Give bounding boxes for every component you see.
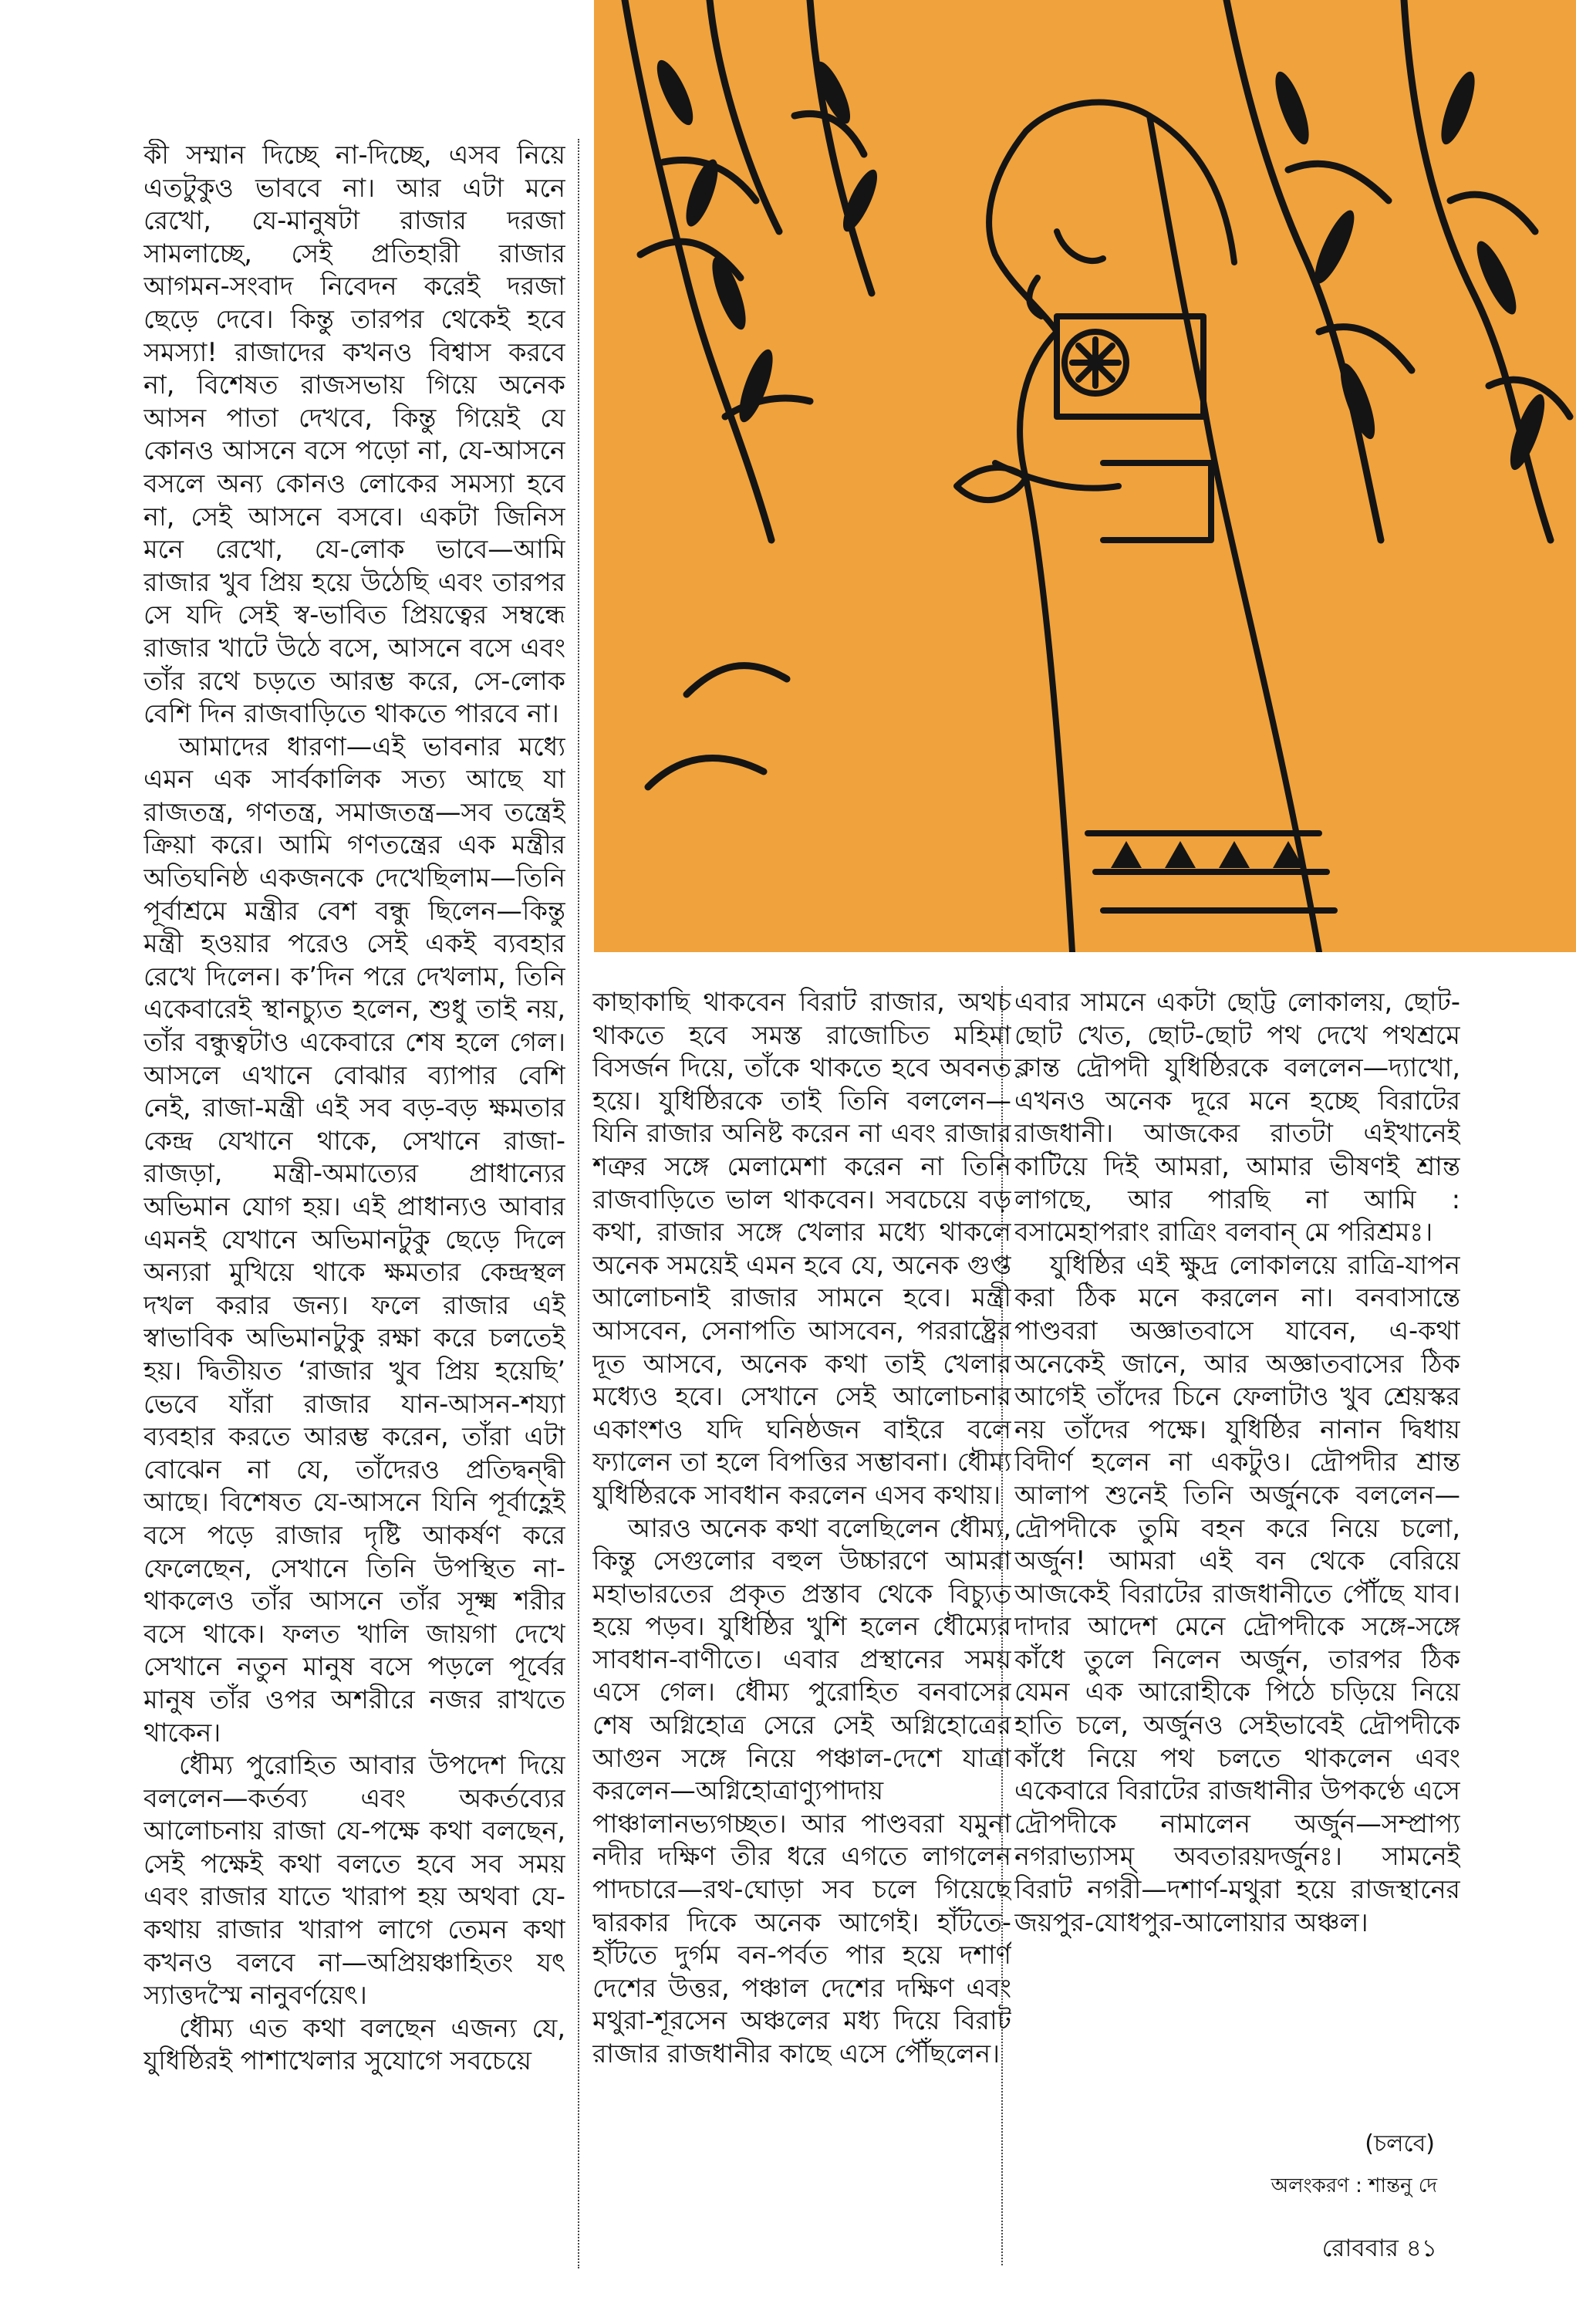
paragraph: এবার সামনে একটা ছোট্ট লোকালয়, ছোট-ছোট খেত, ছোট-ছোট পথ দেখে পথশ্রমে ক্লান্ত দ্রৌপদী যুধিষ্ঠিরকে বললেন—দ্যাখো, এখনও অনেক দূরে মনে হচ্ছে বিরাটের রাজধানী। আজকের রাতটা এইখানেই কাটিয়ে দিই আমরা, আমার ভীষণই শ্রান্ত লাগছে, আর পারছি না আমি : বসামেহাপরাং রাত্রিং বলবান্ মে পরিশ্রমঃ। [1014,987,1460,1248]
paragraph: আরও অনেক কথা বলেছিলেন ধৌম্য, কিন্তু সেগুলোর বহুল উচ্চারণে আমরা মহাভারতের প্রকৃত প্রস্তাব থেকে বিচ্যুত হয়ে পড়ব। যুধিষ্ঠির খুশি হলেন ধৌম্যের সাবধান-বাণীতে। এবার প্রস্থানের সময় এসে গেল। ধৌম্য পুরোহিত বনবাসের শেষ অগ্নিহোত্র সেরে সেই অগ্নিহোত্রের আগুন সঙ্গে নিয়ে পঞ্চাল-দেশে যাত্রা করলেন—অগ্নিহোত্রাণ্যুপাদায় পাঞ্চালানভ্যগচ্ছত। আর পাণ্ডবরা যমুনা নদীর দক্ষিণ তীর ধরে এগতে লাগলেন পাদচারে—রথ-ঘোড়া সব চলে গিয়েছে দ্বারকার দিকে অনেক আগেই। হাঁটতে-হাঁটতে দুর্গম বন-পর্বত পার হয়ে দশার্ণ দেশের উত্তর, পঞ্চাল দেশের দক্ষিণ এবং মথুরা-শূরসেন অঞ্চলের মধ্য দিয়ে বিরাট রাজার রাজধানীর কাছে এসে পৌঁছলেন। [592,1512,1011,2069]
paragraph: আমাদের ধারণা—এই ভাবনার মধ্যে এমন এক সার্বকালিক সত্য আছে যা রাজতন্ত্র, গণতন্ত্র, সমাজতন্ত্র—সব তন্ত্রেই ক্রিয়া করে। আমি গণতন্ত্রের এক মন্ত্রীর অতিঘনিষ্ঠ একজনকে দেখেছিলাম—তিনি পূর্বাশ্রমে মন্ত্রীর বেশ বন্ধু ছিলেন—কিন্তু মন্ত্রী হওয়ার পরেও সেই একই ব্যবহার রেখে দিলেন। ক’দিন পরে দেখলাম, তিনি একেবারেই স্থানচ্যুত হলেন, শুধু তাই নয়, তাঁর বন্ধুত্বটাও একেবারে শেষ হলে গেল। আসলে এখানে বোঝার ব্যাপার বেশি নেই, রাজা-মন্ত্রী এই সব বড়-বড় ক্ষমতার কেন্দ্র যেখানে থাকে, সেখানে রাজা-রাজড়া, মন্ত্রী-অমাত্যের প্রাধান্যের অভিমান যোগ হয়। এই প্রাধান্যও আবার এমনই যেখানে অভিমানটুকু ছেড়ে দিলে অন্যরা মুখিয়ে থাকে ক্ষমতার কেন্দ্রস্থল দখল করার জন্য। ফলে রাজার এই স্বাভাবিক অভিমানটুকু রক্ষা করে চলতেই হয়। দ্বিতীয়ত ‘রাজার খুব প্রিয় হয়েছি’ ভেবে যাঁরা রাজার যান-আসন-শয্যা ব্যবহার করতে আরম্ভ করেন, তাঁরা এটা বোঝেন না যে, তাঁদেরও প্রতিদ্বন্দ্বী আছে। বিশেষত যে-আসনে যিনি পূর্বাহ্ণেই বসে পড়ে রাজার দৃষ্টি আকর্ষণ করে ফেলেছেন, সেখানে তিনি উপস্থিত না-থাকলেও তাঁর আসনে তাঁর সূক্ষ্ম শরীর বসে থাকে। ফলত খালি জায়গা দেখে সেখানে নতুন মানুষ বসে পড়লে পূর্বের মানুষ তাঁর ওপর অশরীরে নজর রাখতে থাকেন। [143,731,565,1748]
article-column-2 [592,986,1011,2265]
paragraph: যুধিষ্ঠির এই ক্ষুদ্র লোকালয়ে রাত্রি-যাপন করা ঠিক মনে করলেন না। বনবাসান্তে পাণ্ডবরা অজ্ঞাতবাসে যাবেন, এ-কথা অনেকেই জানে, আর অজ্ঞাতবাসের ঠিক আগেই তাঁদের চিনে ফেলাটাও খুব শ্রেয়স্কর নয় তাঁদের পক্ষে। যুধিষ্ঠির নানান দ্বিধায় বিদীর্ণ হলেন না একটুও। দ্রৌপদীর শ্রান্ত আলাপ শুনেই তিনি অর্জুনকে বললেন—দ্রৌপদীকে তুমি বহন করে নিয়ে চলো, অর্জুন! আমরা এই বন থেকে বেরিয়ে আজকেই বিরাটের রাজধানীতে পৌঁছে যাব। দাদার আদেশ মেনে দ্রৌপদীকে সঙ্গে-সঙ্গে কাঁধে তুলে নিলেন অর্জুন, তারপর ঠিক যেমন এক আরোহীকে পিঠে চড়িয়ে নিয়ে হাতি চলে, অর্জুনও সেইভাবেই দ্রৌপদীকে কাঁধে নিয়ে পথ চলতে থাকলেন এবং একেবারে বিরাটের রাজধানীর উপকণ্ঠে এসে দ্রৌপদীকে নামালেন অর্জুন—সম্প্রাপ্য নগরাভ্যাসম্ অবতারয়দর্জুনঃ। সামনেই বিরাট নগরী—দশার্ণ-মথুরা হয়ে রাজস্থানের জয়পুর-যোধপুর-আলোয়ার অঞ্চল। [1014,1249,1460,1937]
article-illustration [594,0,1576,952]
page-footer: রোববার ৪১ [1321,2234,1437,2262]
paragraph: ধৌম্য পুরোহিত আবার উপদেশ দিয়ে বললেন—কর্তব্য এবং অকর্তব্যের আলোচনায় রাজা যে-পক্ষে কথা বলছেন, সেই পক্ষেই কথা বলতে হবে সব সময় এবং রাজার যাতে খারাপ হয় অথবা যে-কথায় রাজার খারাপ লাগে তেমন কথা কখনও বলবে না—অপ্রিয়ঞ্চাহিতং যৎ স্যাত্তদস্মৈ নানুবর্ণয়েৎ। [143,1750,565,2011]
paragraph: কাছাকাছি থাকবেন বিরাট রাজার, অথচ থাকতে হবে সমস্ত রাজোচিত মহিমা বিসর্জন দিয়ে, তাঁকে থাকতে হবে অবনত হয়ে। যুধিষ্ঠিরকে তাই তিনি বললেন—যিনি রাজার অনিষ্ট করেন না এবং রাজার শত্রুর সঙ্গে মেলামেশা করেন না তিনি রাজবাড়িতে ভাল থাকবেন। সবচেয়ে বড় কথা, রাজার সঙ্গে খেলার মধ্যে থাকলে অনেক সময়েই এমন হবে যে, অনেক গুপ্ত আলোচনাই রাজার সামনে হবে। মন্ত্রী আসবেন, সেনাপতি আসবেন, পররাষ্ট্রের দূত আসবে, অনেক কথা তাই খেলার মধ্যেও হবে। সেখানে সেই আলোচনার একাংশও যদি ঘনিষ্ঠজন বাইরে বলে ফ্যালেন তা হলে বিপত্তির সম্ভাবনা। ধৌম্য যুধিষ্ঠিরকে সাবধান করলেন এসব কথায়। [592,987,1011,1510]
paragraph: কী সম্মান দিচ্ছে না-দিচ্ছে, এসব নিয়ে এতটুকুও ভাববে না। আর এটা মনে রেখো, যে-মানুষটা রাজার দরজা সামলাচ্ছে, সেই প্রতিহারী রাজার আগমন-সংবাদ নিবেদন করেই দরজা ছেড়ে দেবে। কিন্তু তারপর থেকেই হবে সমস্যা! রাজাদের কখনও বিশ্বাস করবে না, বিশেষত রাজসভায় গিয়ে অনেক আসন পাতা দেখবে, কিন্তু গিয়েই যে কোনও আসনে বসে পড়ো না, যে-আসনে বসলে অন্য কোনও লোকের সমস্যা হবে না, সেই আসনে বসবে। একটা জিনিস মনে রেখো, যে-লোক ভাবে—আমি রাজার খুব প্রিয় হয়ে উঠেছি এবং তারপর সে যদি সেই স্ব-ভাবিত প্রিয়ত্বের সম্বন্ধে রাজার খাটে উঠে বসে, আসনে বসে এবং তাঁর রথে চড়তে আরম্ভ করে, সে-লোক বেশি দিন রাজবাড়িতে থাকতে পারবে না। [143,140,565,729]
paragraph: ধৌম্য এত কথা বলছেন এজন্য যে, যুধিষ্ঠিরই পাশাখেলার সুযোগে সবচেয়ে [143,2012,565,2076]
continued-label: (চলবে) [1365,2130,1435,2157]
column-divider [578,139,579,2268]
article-column-1 [143,139,565,2268]
illustration-credit: অলংকরণ : শান্তনু দে [1271,2174,1437,2197]
article-column-3 [1014,986,1460,2128]
